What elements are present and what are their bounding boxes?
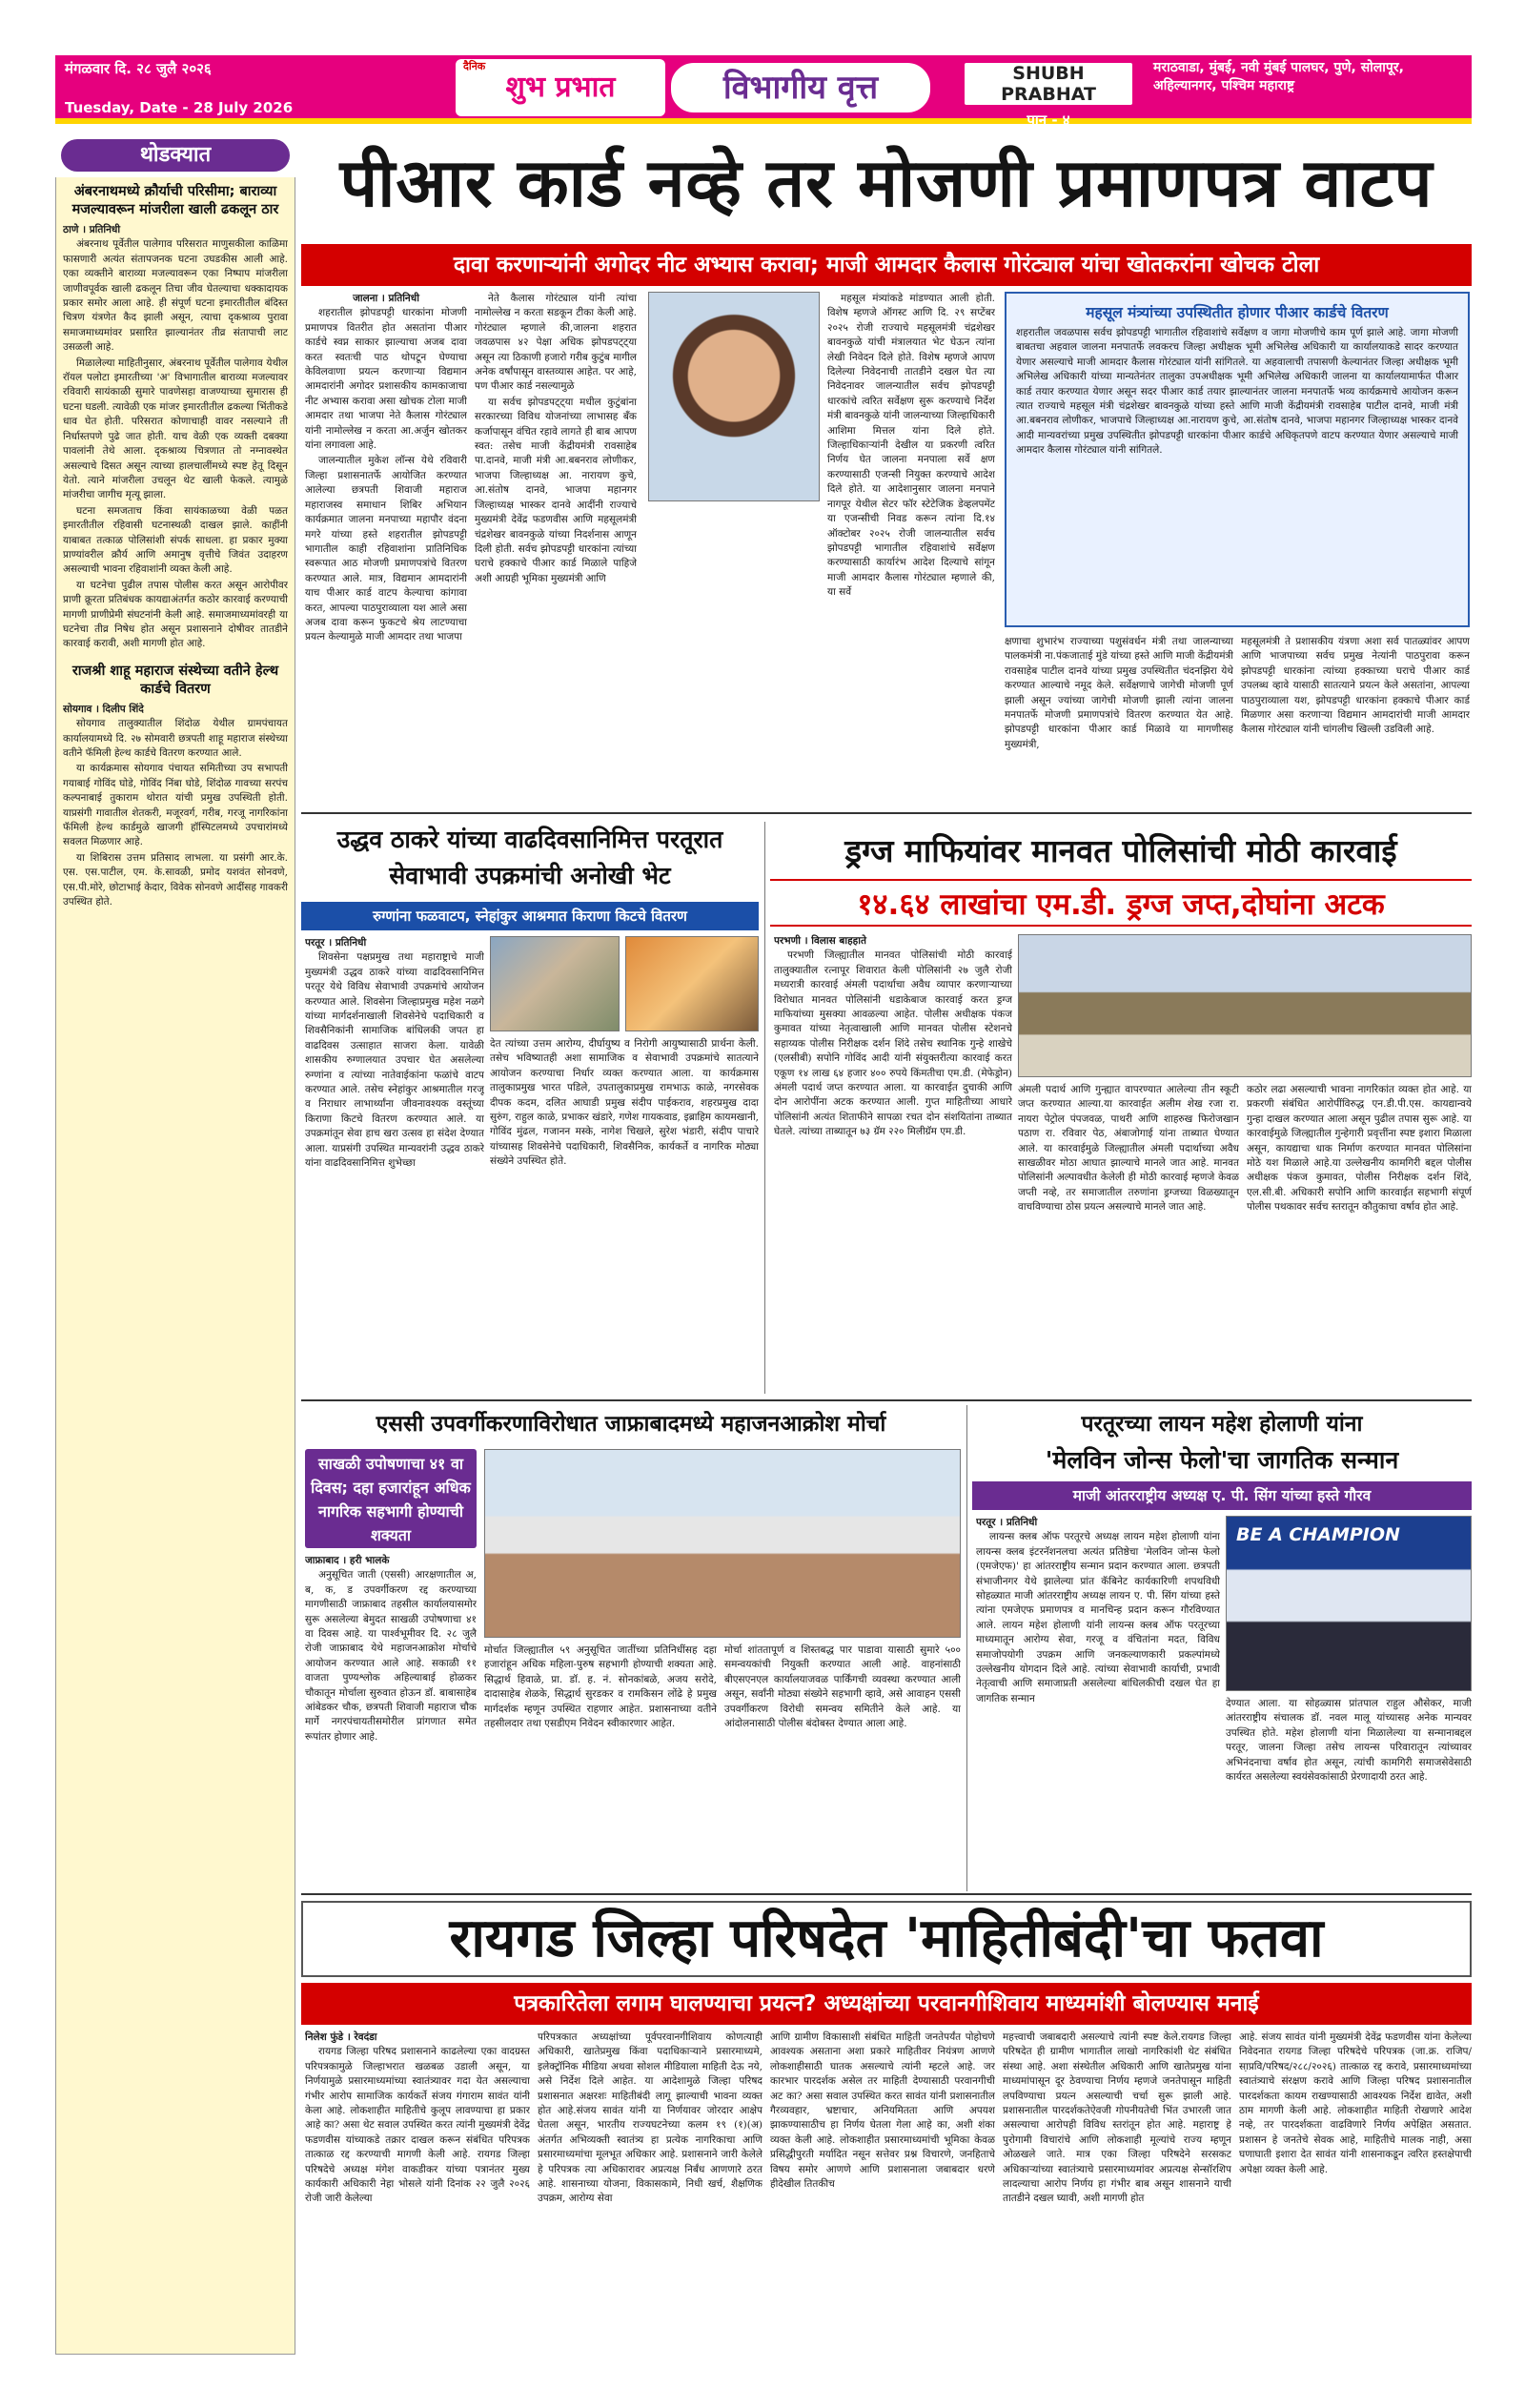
logo-prefix: दैनिक: [463, 60, 486, 72]
sc-col-3: मोर्चा शांततापूर्ण व शिस्तबद्ध पार पाडावा यासाठी सुमारे ५०० समन्वयकांची नियुक्ती करण्यात आली आहे. वाहनांसाठी बीएसएनएल कार्यालयाजवळ पार्किंगची व्यवस्था करण्यात आली असून, सर्वांनी मोठ्या संख्येने सहभागी व्हावे, असे आवाहन एससी उपवर्गीकरण विरोधी समन्वय समितीने केले आहे. या आंदोलनासाठी पोलीस बंदोबस्त देण्यात आला आहे.: [724, 1644, 961, 1730]
event-photo-1: [490, 936, 620, 1031]
lion-col-2: देण्यात आला. या सोहळ्यास प्रांतपाल राहुल औसेकर, माजी आंतरराष्ट्रीय संचालक डॉ. नवल मालू यांच्यासह अनेक मान्यवर उपस्थित होते. महेश होलाणी यांना मिळालेल्या या सन्मानाबद्दल परतूर, जालना जिल्हा तसेच लायन्स परिवारातून त्यांच्यावर अभिनंदनाचा वर्षाव होत असून, त्यांची कामगिरी समाजसेवेसाठी कार्यरत असलेल्या स्वयंसेवकांसाठी प्रेरणादायी ठरत आहे.: [1226, 1698, 1472, 1784]
raigad-col-1: [305, 2030, 530, 2355]
raigad-col-3: आणि ग्रामीण विकासाशी संबंधित माहिती जनतेपर्यंत पोहोचणे आवश्यक असताना अशा प्रकारे माहितीवर नियंत्रण आणणे लोकशाहीसाठी घातक असल्याचे त्यांनी म्हटले आहे. जर कारभार पारदर्शक असेल तर माहिती देण्यासाठी परवानगीची अट का? असा सवाल उपस्थित करत सावंत यांनी प्रशासनातील गैरव्यवहार, भ्रष्टाचार, अनियमितता आणि अपयश झाकण्यासाठीच हा निर्णय घेतला गेला आहे का, अशी शंका व्यक्त केली आहे. लोकशाहीत प्रसारमाध्यमांची भूमिका केवळ प्रसिद्धीपुरती मर्यादित नसून सत्तेवर प्रश्न विचारणे, जनहिताचे विषय समोर आणणे आणि प्रशासनाला जबाबदार धरणे हीदेखील तितकीच: [770, 2031, 995, 2191]
paragraph: नेते कैलास गोरंट्याल यांनी त्यांचा नामोल्लेख न करता सडकून टीका केली आहे. गोरंट्याल म्हणाले की,जालना शहरात जवळपास ४२ पेक्षा अधिक झोपडपट्ट्या असून त्या ठिकाणी हजारो गरीब कुटुंब मागील अनेक वर्षांपासून वास्तव्यास आहेत. पर आहे, पण पीआर कार्ड नसल्यामुळे: [475, 293, 637, 393]
divider: [301, 1893, 1472, 1895]
newspaper-logo: [456, 59, 665, 116]
lion-headline-2: 'मेलविन जोन्स फेलो'चा जागतिक सन्मान: [1045, 1446, 1399, 1474]
info-box-body: शहरातील जवळपास सर्वच झोपडपट्टी भागातील रहिवाशांचे सर्वेक्षण व जागा मोजणीचे काम पूर्ण झाले आहे. जागा मोजणी बाबतचा अहवाल जालना मनपातर्फे लवकरच जिल्हा अधीक्षक भूमी अभिलेख अधिकारी या कार्यालयाकडे सादर करण्यात येणार असल्याचे माजी आमदार कैलास गोरंट्याल यांनी सांगितले. या अहवालाची तपासणी केल्यानंतर जिल्हा अधीक्षक भूमी अभिलेख अधिकारी यांच्या मान्यतेनंतर तालुका उपअधीक्षक भूमी अभिलेख अधिकारी जालना या कार्यालयामार्फत पीआर कार्ड तयार करण्यात येणार असून सदर पीआर कार्ड तयार झाल्यानंतर जालना मनपातर्फे भव्य कार्यक्रमाचे आयोजन करून त्यात राज्याचे महसूल मंत्री चंद्रशेखर बावनकुळे यांच्या हस्ते आणि माजी केंद्रीयमंत्री रावसाहेब पाटील दानवे, माजी मंत्री आ.बबनराव लोणीकर, भाजपाचे जिल्हाध्यक्ष आ.नारायण कुचे, आ.संतोष दानवे, भाजपा महानगर जिल्हाध्यक्ष भास्कर दानवे आदी मान्यवरांच्या प्रमुख उपस्थितीत झोपडपट्टी धारकांना पीआर कार्डचे अधिकृतपणे वाटप करण्यात येणार असल्याचे माजी आमदार कैलास गोरंट्याल यांनी सांगितले.: [1016, 327, 1458, 457]
lion-headline-1: परतूरच्या लायन महेश होलाणी यांना: [1081, 1412, 1363, 1437]
sidebar-story2-body: [63, 703, 288, 911]
lion-subheadline: माजी आंतरराष्ट्रीय अध्यक्ष ए. पी. सिंग यांच्या हस्ते गौरव: [972, 1481, 1472, 1510]
paragraph: घटना समजताच किंवा सायंकाळच्या वेळी पळत इमारतीतील रहिवासी घटनास्थळी दाखल झाले. काहींनी याबाबत तत्काळ पोलिसांशी संपर्क साधला. हा प्रकार मुक्या प्राण्यांवरील क्रौर्य आणि अमानुष वृत्तीचे जिवंत उदाहरण असल्याची भावना रहिवाशांनी व्यक्त केली आहे.: [63, 504, 288, 576]
drugs-col-2: अंमली पदार्थ आणि गुन्ह्यात वापरण्यात आलेल्या तीन स्कूटी जप्त करण्यात आल्या.या कारवाईत अलीम शेख रजा रा. नायरा पेट्रोल पंपजवळ, पाथरी आणि शाहरुख फिरोजखान पठाण रा. रविवार पेठ, अंबाजोगाई यांना ताब्यात घेण्यात आले. या कारवाईमुळे जिल्ह्यातील अंमली पदार्थाच्या अवैध साखळीवर मोठा आघात झाल्याचे मानले जात आहे. मानवत पोलिसांनी अल्पावधीत केलेली ही मोठी कारवाई म्हणजे केवळ जप्ती नव्हे, तर समाजातील तरुणांना ड्रग्जच्या विळख्यातून वाचविण्याचा ठोस प्रयत्न असल्याचे मानले जात आहे.: [1018, 1084, 1239, 1214]
paragraph: शिवसेना पक्षप्रमुख तथा महाराष्ट्राचे माजी मुख्यमंत्री उद्धव ठाकरे यांच्या वाढदिवसानिमित्त परतूर येथे विविध सेवाभावी उपक्रमांचे आयोजन करण्यात आले. शिवसेना जिल्हाप्रमुख महेश नळगे यांच्या मार्गदर्शनाखाली शिवसेनेचे पदाधिकारी व शिवसैनिकांनी सामाजिक बांधिलकी जपत हा वाढदिवस उत्साहात साजरा केला. यावेळी शासकीय रुग्णालयात उपचार घेत असलेल्या रुग्णांना व त्यांच्या नातेवाईकांना फळांचे वाटप करण्यात आले. तसेच स्नेहांकुर आश्रमातील गरजू व निराधार लाभार्थ्यांना जीवनावश्यक वस्तूंच्या किराणा किटचे वितरण करण्यात आले. या उपक्रमांतून सेवा हाच खरा उत्सव हा संदेश देण्यात आला. याप्रसंगी उपस्थित मान्यवरांनी उद्धव ठाकरे यांना वाढदिवसानिमित्त शुभेच्छा: [305, 951, 484, 1170]
protest-photo: [484, 1449, 961, 1638]
drugs-subheadline: १४.६४ लाखांचा एम.डी. ड्रग्ज जप्त,दोघांना अटक: [770, 879, 1472, 927]
paragraph: जालन्यातील मुकेश लॉन्स येथे रविवारी जिल्हा प्रशासनातर्फे आयोजित करण्यात आलेल्या छत्रपती शिवाजी महाराज महाराजस्व समाधान शिबिर अभियान कार्यक्रमात जालना मनपाच्या महापौर वंदना मगरे यांच्या हस्ते शहरातील झोपडपट्टी भागातील काही रहिवाशांना प्रातिनिधिक स्वरूपात आठ मोजणी प्रमाणपत्रांचे वितरण करण्यात आले. मात्र, विद्यमान आमदारांनी याच पीआर कार्ड वाटप केल्याचा कांगावा करत, आपल्या पाठपुराव्याला यश आले असा अजब दावा करून फुकटचे श्रेय लाटण्याचा प्रयत्न केल्यामुळे माजी आमदार तथा भाजपा: [305, 455, 467, 643]
info-box-title: महसूल मंत्र्यांच्या उपस्थितीत होणार पीआर कार्डचे वितरण: [1086, 304, 1389, 321]
raigad-col-5: आहे. संजय सावंत यांनी मुख्यमंत्री देवेंद्र फडणवीस यांना केलेल्या निवेदनात रायगड जिल्हा परिषदेचे परिपत्रक (जा.क्र. राजिप/सा़प्रवि/परिषद/२८८/२०२६) तात्काळ रद्द करावे, प्रसारमाध्यमांच्या स्वातंत्र्याचे संरक्षण करावे आणि जिल्हा परिषद प्रशासनातील पारदर्शकता कायम राखण्यासाठी आवश्यक निर्देश द्यावेत, अशी ठाम मागणी केली आहे. लोकशाहीत माहिती रोखणारे आदेश नव्हे, तर पारदर्शकता वाढविणारे निर्णय अपेक्षित असतात. प्रशासन हे जनतेचे सेवक आहे, माहितीचे मालक नाही, असा घणाघाती इशारा देत सावंत यांनी शासनाकडून त्वरित हस्तक्षेपाची अपेक्षा व्यक्त केली आहे.: [1239, 2031, 1472, 2175]
paragraph: या कार्यक्रमास सोयगाव पंचायत समितीच्या उप सभापती गयाबाई गोविंद घोडे, गोविंद निंबा घोडे, शिंदोळ गावच्या सरपंच कल्पनाबाई तुकाराम थोरात यांची प्रमुख उपस्थिती होती. याप्रसंगी गावातील शेतकरी, मजूरवर्ग, गरीब, गरजू नागरिकांना फॅमिली हेल्थ कार्डमुळे खाजगी हॉस्पिटलमध्ये उपचारांमध्ये सवलत मिळणार आहे.: [63, 763, 288, 848]
main-col-3a: [644, 505, 820, 806]
uddhav-col-1: [305, 936, 484, 1394]
sidebar-content: [63, 183, 288, 2347]
uddhav-byline: परतूर । प्रतिनिधी: [305, 937, 367, 949]
portrait-photo: [648, 292, 820, 501]
sidebar-story2-byline: सोयगाव । दिलीप शिंदे: [63, 703, 144, 715]
sc-callout: साखळी उपोषणाचा ४१ वा दिवस; दहा हजारांहून अधिक नागरिक सहभागी होण्याची शक्यता: [305, 1449, 477, 1548]
paragraph: या सर्वच झोपडपट्ट्या मधील कुटुंबांना सरकारच्या विविध योजनांच्या लाभासह बँक कर्जापासून वंचित रहावे लागते ही बाब आपण स्वत: तसेच माजी केंद्रीयमंत्री रावसाहेब पा.दानवे, माजी मंत्री आ.बबनराव लोणीकर, भाजपा जिल्हाध्यक्ष आ. नारायण कुचे, आ.संतोष दानवे, भाजपा महानगर जिल्हाध्यक्ष भास्कर दानवे आदींनी राज्याचे मुख्यमंत्री देवेंद्र फडणवीस आणि महसूलमंत्री चंद्रशेखर बावनकुळे यांच्या निदर्शनास आणून दिली होती. सर्वच झोपडपट्टी धारकांना त्यांच्या घराचे हक्काचे पीआर कार्ड मिळाले पाहिजे अशी आग्रही भूमिका मुख्यमंत्री आणि: [475, 396, 637, 584]
regions: मराठवाडा, मुंबई, नवी मुंबई पालघर, पुणे, सोलापूर, अहिल्यानगर, पश्चिम महाराष्ट्र: [1153, 60, 1404, 93]
paragraph: या घटनेचा पुढील तपास पोलीस करत असून आरोपीवर प्राणी क्रूरता प्रतिबंधक कायद्याअंतर्गत कठोर कारवाई करण्याची मागणी प्राणीप्रेमी संघटनांनी केली आहे. समाजमाध्यमांवरही या घटनेचा तीव्र निषेध होत असून प्रशासनाने दोषीवर तातडीने कारवाई करावी, अशी मागणी होत आहे.: [63, 579, 288, 650]
raigad-col-2: परिपत्रकात अध्यक्षांच्या पूर्वपरवानगीशिवाय कोणत्याही अधिकारी, खातेप्रमुख किंवा पदाधिकाऱ्याने प्रसारमाध्यमे, इलेक्ट्रॉनिक मीडिया अथवा सोशल मीडियाला माहिती देऊ नये, असे निर्देश दिले आहेत. या आदेशामुळे जिल्हा परिषद प्रशासनात अक्षरशः माहितीबंदी लागू झाल्याची भावना व्यक्त होत आहे.संजय सावंत यांनी या निर्णयावर जोरदार आक्षेप घेतला असून, भारतीय राज्यघटनेच्या कलम १९ (१)(अ) अंतर्गत अभिव्यक्ती स्वातंत्र्य हा प्रत्येक नागरिकाचा आणि प्रसारमाध्यमांचा मूलभूत अधिकार आहे. प्रशासनाने जारी केलेले हे परिपत्रक त्या अधिकारावर अप्रत्यक्ष निर्बंध आणणारे ठरत आहे. शासनाच्या योजना, विकासकामे, निधी खर्च, शैक्षणिक उपक्रम, आरोग्य सेवा: [538, 2031, 762, 2205]
divider: [966, 1405, 967, 1891]
raigad-col-4: महत्त्वाची जबाबदारी असल्याचे त्यांनी स्पष्ट केले.रायगड जिल्हा परिषदेत ही ग्रामीण भागातील लाखो नागरिकांशी थेट संबंधित संस्था आहे. अशा संस्थेतील अधिकारी आणि खातेप्रमुख यांना माध्यमांपासून दूर ठेवण्याचा निर्णय म्हणजे जनतेपासून माहिती लपविण्याचा प्रयत्न असल्याची चर्चा सुरू झाली आहे. प्रशासनातील पारदर्शकतेऐवजी गोपनीयतेची भिंत उभारली जात असल्याचा आरोपही विविध स्तरांतून होत आहे. महाराष्ट्र हे पुरोगामी विचारांचे आणि लोकशाही मूल्यांचे राज्य म्हणून ओळखले जाते. मात्र एका जिल्हा परिषदेने सरसकट अधिकाऱ्यांच्या स्वातंत्र्याचे प्रसारमाध्यमांवर अप्रत्यक्ष सेन्सॉरशिप लादल्याचा आरोप निर्णय हा गंभीर बाब असून शासनाने याची तातडीने दखल घ्यावी, अशी मागणी होत: [1003, 2031, 1231, 2205]
logo-text: शुभ प्रभात: [505, 71, 616, 104]
sidebar-tag-label: थोडक्यात: [61, 139, 290, 172]
raigad-headline: रायगड जिल्हा परिषदेत 'माहितीबंदी'चा फतवा: [301, 1901, 1472, 1977]
uddhav-col-2: देत त्यांच्या उत्तम आरोग्य, दीर्घायुष्य व निरोगी आयुष्यासाठी प्रार्थना केली. तसेच भविष्यातही अशा सामाजिक व सेवाभावी उपक्रमांचे सातत्याने आयोजन करण्याचा निर्धार व्यक्त करण्यात आला. या कार्यक्रमास तालुकाप्रमुख भारत पडिले, उपतालुकाप्रमुख रामभाऊ काळे, नगरसेवक दीपक कदम, दलित आघाडी प्रमुख संदीप पाईकराव, शहरप्रमुख दादा सुरुंग, राहुल काळे, प्रभाकर खंडारे, गणेश गायकवाड, इब्राहिम कायमखानी, गोविंद मुंढल, गजानन मस्के, नागेश चिखले, सुरेश भंडारी, संदीप पाचारे यांच्यासह शिवसेनेचे पदाधिकारी, शिवसैनिक, कार्यकर्ते व नागरिक मोठ्या संख्येने उपस्थित होते.: [490, 1038, 759, 1168]
paper-name-english: SHUBH PRABHAT: [965, 63, 1132, 105]
divider: [301, 812, 1472, 814]
police-team-photo: [1018, 934, 1472, 1077]
masthead-dates: [65, 59, 446, 120]
lion-col-1: [976, 1516, 1220, 1888]
main-headline: पीआर कार्ड नव्हे तर मोजणी प्रमाणपत्र वाटप: [339, 144, 1434, 222]
main-cont-col-1: क्षणाचा शुभारंभ राज्याच्या पशुसंवर्धन मंत्री तथा जालन्याच्या पालकमंत्री ना.पंकजाताई मुंडे यांच्या हस्ते आणि माजी केंद्रीयमंत्री रावसाहेब पाटील दानवे यांच्या प्रमुख उपस्थितीत चंदनझिरा येथे करण्यात आल्याचे नमूद केले. सर्वेक्षणाचे जागेची मोजणी पूर्ण झाली असून ज्यांच्या जागेची मोजणी झाली त्यांना जालना मनपातर्फे मोजणी प्रमाणपत्रांचे वितरण करण्यात येत आहे. झोपडपट्टी धारकांना पीआर कार्ड मिळावे या मागणीसह मुख्यमंत्री,: [1005, 636, 1233, 750]
paragraph: परभणी जिल्ह्यातील मानवत पोलिसांची मोठी कारवाई तालुक्यातील रत्नापूर शिवारात केली पोलिसांनी २७ जुलै रोजी मध्यरात्री कारवाई अंमली पदार्थाचा अवैध व्यापार करणाऱ्याच्या विरोधात मानवत पोलिसांनी धडाकेबाज कारवाई करत ड्रग्ज माफियांच्या मुसक्या आवळल्या आहेत. पोलीस अधीक्षक पंकज कुमावत यांच्या नेतृत्वाखाली आणि मानवत पोलीस स्टेशनचे सहाय्यक पोलीस निरीक्षक दर्शन शिंदे तसेच स्थानिक गुन्हे शाखेचे (एलसीबी) सपोनि गोविंद आदी यांनी संयुक्तरीत्या कारवाई करत एकूण १४ लाख ६४ हजार ४०० रुपये किंमतीचा एम.डी. (मेफेड्रोन) अंमली पदार्थ जप्त करण्यात आला. या कारवाईत दुचाकी आणि दोन आरोपींना अटक करण्यात आली. गुप्त माहितीच्या आधारे पोलिसांनी अत्यंत शिताफीने सापळा रचत दोन संशयितांना ताब्यात घेतले. त्यांच्या ताब्यातून ७३ ग्रॅम २२० मिलीग्रॅम एम.डी.: [774, 949, 1012, 1138]
main-col-3: [827, 292, 995, 806]
lion-byline: परतूर । प्रतिनिधी: [976, 1517, 1038, 1528]
main-col-2: [475, 292, 637, 806]
main-cont-col-2: महसूलमंत्री ते प्रशासकीय यंत्रणा अशा सर्व पातळ्यांवर आपण आणि भाजपाच्या सर्वच प्रमुख नेत्यांनी पाठपुरावा करून झोपडपट्टी धारकांना त्यांच्या हक्काच्या घराचे पीआर कार्ड उपलब्ध व्हावे यासाठी सातत्याने प्रयत्न केले असतांना, आपल्या पाठपुराव्याला यश, झोपडपट्टी धारकांना हक्काचे पीआर कार्ड मिळणार असा करणाऱ्या विद्यमान आमदारांची माजी आमदार कैलास गोरंट्याल यांनी चांगलीच खिल्ली उडविली आहे.: [1241, 636, 1470, 736]
paper-name-block: [953, 59, 1144, 129]
divider: [764, 822, 765, 1394]
sc-col-1: [305, 1554, 477, 1888]
paragraph: अनुसूचित जाती (एससी) आरक्षणातील अ, ब, क, ड उपवर्गीकरण रद्द करण्याच्या मागणीसाठी जाफ्राबाद तहसील कार्यालयासमोर सुरू असलेल्या बेमुदत साखळी उपोषणाचा ४१ वा दिवस आहे. या पार्श्वभूमीवर दि. २८ जुलै रोजी जाफ्राबाद येथे महाजनआक्रोश मोर्चाचे आयोजन करण्यात आले आहे. सकाळी ११ वाजता पुण्यश्लोक अहिल्याबाई होळकर चौकातून मोर्चाला सुरुवात होऊन डॉ. बाबासाहेब आंबेडकर चौक, छत्रपती शिवाजी महाराज चौक मार्गे नगरपंचायतीसमोरील प्रांगणात समेत रूपांतर होणार आहे.: [305, 1569, 477, 1743]
sidebar-story2-headline: राजश्री शाहू महाराज संस्थेच्या वतीने हेल्थ कार्डचे वितरण: [71, 663, 279, 697]
drugs-headline: ड्रग्ज माफियांवर मानवत पोलिसांची मोठी कारवाई: [844, 832, 1397, 869]
drugs-col-1: [774, 934, 1012, 1394]
sc-byline: जाफ्राबाद । हरी भालके: [305, 1555, 390, 1566]
divider: [301, 1399, 1472, 1401]
raigad-byline: निलेश फुंडे । रेवदंडा: [305, 2031, 377, 2043]
main-byline: जालना । प्रतिनिधी: [353, 293, 419, 304]
sidebar-tag: [55, 133, 295, 177]
sidebar-story1-body: [63, 223, 288, 653]
date-marathi: मंगळवार दि. २८ जुलै २०२६: [65, 60, 212, 77]
paragraph: महसूल मंत्र्यांकडे मांडण्यात आली होती. विशेष म्हणजे ऑगस्ट आणि दि. २९ सप्टेंबर २०२५ रोजी राज्याचे महसूलमंत्री चंद्रशेखर बावनकुळे यांची मंत्रालयात भेट घेऊन त्यांना लेखी निवेदन दिले होते. विशेष म्हणजे आपण दिलेल्या निवेदनाची तातडीने दखल घेत त्या निवेदनावर जालन्यातील सर्वच झोपडपट्टी धारकांचे त्वरित सर्वेक्षण सुरू करण्याचे निर्देश मंत्री बावनकुळे यांनी जालन्याच्या जिल्हाधिकारी आशिमा मित्तल यांना दिले होते. जिल्हाधिकाऱ्यांनी देखील या प्रकरणी त्वरित निर्णय घेत जालना मनपाला सर्वे क्षण करण्यासाठी एजन्सी नियुक्त करण्याचे आदेश दिले होते. या आदेशानुसार जालना मनपाने नागपूर येथील सेटर फॉर स्टेटेजिक डेव्हलपमेंट या एजन्सीची निवड करून त्यांना दि.१४ ऑक्टोबर २०२५ रोजी जालन्यातील सर्वच झोपडपट्टी भागातील रहिवाशांचे सर्वेक्षण करण्यासाठी कार्यारंभ आदेश दिल्याचे सांगून माजी आमदार कैलास गोरंट्याल म्हणाले की, या सर्वे: [827, 293, 995, 599]
paragraph: मिळालेल्या माहितीनुसार, अंबरनाथ पूर्वेतील पालेगाव येथील रॉयल पलोटा इमारतीच्या 'अ' विभागातील बाराव्या मजल्यावर रविवारी सायंकाळी सुमारे पावणेसहा वाजण्याच्या सुमारास ही घटना घडली. त्यावेळी एक मांजर इमारतीतील ढकल्या भिंतीकडे धाव घेत होती. परिसरात कोणाचाही वावर नसल्याने ती निर्धास्तपणे पुढे जात होती. याच वेळी एक व्यक्ती दबक्या पावलांनी तेथे आला. दृकश्राव्य चित्रणात तो नग्नावस्थेत असल्याचे दिसत असून त्याच्या हालचालींमध्ये स्पष्ट हेतू दिसून येतो. त्याने मांजरीला उचलून थेट खाली फेकले. त्यामुळे मांजरीचा जागीच मृत्यू झाला.: [63, 357, 288, 501]
date-english: Tuesday, Date - 28 July 2026: [65, 99, 294, 116]
sc-headline: एससी उपवर्गीकरणाविरोधात जाफ्राबादमध्ये महाजनआक्रोश मोर्चा: [376, 1412, 886, 1437]
paragraph: लायन्स क्लब ऑफ परतूरचे अध्यक्ष लायन महेश होलाणी यांना लायन्स क्लब इंटरनॅशनलचा अत्यंत प्रतिष्ठेचा 'मेलविन जोन्स फेलो (एमजेएफ)' हा आंतरराष्ट्रीय सन्मान प्रदान करण्यात आला. छत्रपती संभाजीनगर येथे झालेल्या प्रांत कॅबिनेट कार्यकारिणी शपथविधी सोहळ्यात माजी आंतरराष्ट्रीय अध्यक्ष लायन ए. पी. सिंग यांच्या हस्ते त्यांना एमजेएफ प्रमाणपत्र व मानचिन्ह प्रदान करून गौरविण्यात आले. लायन महेश होलाणी यांनी लायन्स क्लब ऑफ परतूरच्या माध्यमातून आरोग्य सेवा, गरजू व वंचितांना मदत, विविध समाजोपयोगी उपक्रम आणि जनकल्याणकारी प्रकल्पांमध्ये उल्लेखनीय योगदान दिले आहे. त्यांच्या सेवाभावी कार्याची, प्रभावी नेतृत्वाची आणि समाजाप्रती असलेल्या बांधिलकीची दखल घेत हा जागतिक सन्मान: [976, 1531, 1220, 1704]
sidebar-story1-headline: अंबरनाथमध्ये क्रौर्याची परिसीमा; बाराव्या मजल्यावरून मांजरीला खाली ढकलून ठार: [71, 184, 279, 217]
paragraph: शहरातील झोपडपट्टी धारकांना मोजणी प्रमाणपत्र वितरीत होत असतांना पीआर कार्डचे स्वप्न साकार झाल्याचा अजब दावा करत स्वतःची पाठ थोपटून घेण्याचा केविलवाणा प्रयत्न करणाऱ्या विद्यमान आमदारांनी अगोदर प्रशासकीय कामकाजाचा नीट अभ्यास करावा असा खोचक टोला माजी आमदार तथा भाजपा नेते कैलास गोरंट्याल यांनी नामोल्लेख न करता आ.अर्जुन खोतकर यांना लगावला आहे.: [305, 307, 467, 452]
paragraph: या शिबिरास उत्तम प्रतिसाद लाभला. या प्रसंगी आर.के. एस. एस.पाटील, एम. के.सावळी, प्रमोद यशवंत सोनवणे, एस.पी.मोरे, छोटाभाई केदार, विवेक सोनवणे आदींसह गावकरी उपस्थित होते.: [63, 851, 288, 908]
photo-banner-text: BE A CHAMPION: [1236, 1524, 1400, 1545]
drugs-byline: परभणी । विलास बाहहाते: [774, 935, 866, 947]
main-subheadline: दावा करणाऱ्यांनी अगोदर नीट अभ्यास करावा; माजी आमदार कैलास गोरंट्याल यांचा खोतकरांना खोचक टोला: [301, 244, 1472, 286]
main-col-1: [305, 292, 467, 806]
info-box: [1005, 292, 1470, 627]
raigad-subheadline: पत्रकारितेला लगाम घालण्याचा प्रयत्न? अध्यक्षांच्या परवानगीशिवाय माध्यमांशी बोलण्यास मनाई: [301, 1983, 1472, 2025]
paragraph: रायगड जिल्हा परिषद प्रशासनाने काढलेल्या एका वादग्रस्त परिपत्रकामुळे जिल्हाभरात खळबळ उडाली असून, या निर्णयामुळे प्रसारमाध्यमांच्या स्वातंत्र्यावर गदा येत असल्याचा गंभीर आरोप सामाजिक कार्यकर्ते संजय गंगाराम सावंत यांनी केला आहे. लोकशाहीत माहितीचे कुलूप लावण्याचा हा प्रकार आहे का? असा थेट सवाल उपस्थित करत त्यांनी मुख्यमंत्री देवेंद्र फडणवीस यांच्याकडे तक्रार दाखल करून संबंधित परिपत्रक तात्काळ रद्द करण्याची मागणी केली आहे. रायगड जिल्हा परिषदेचे अध्यक्ष मंगेश वाकडीकर यांच्या पत्रानंतर मुख्य कार्यकारी अधिकारी नेहा भोसले यांनी दिनांक २२ जुलै २०२६ रोजी जारी केलेल्या: [305, 2046, 530, 2205]
uddhav-subheadline: रुग्णांना फळवाटप, स्नेहांकुर आश्रमात किराणा किटचे वितरण: [301, 902, 759, 930]
sc-col-2: मोर्चात जिल्ह्यातील ५९ अनुसूचित जातींच्या प्रतिनिधींसह दहा हजारांहून अधिक महिला-पुरुष सहभागी होण्याची शक्यता आहे. सिद्धार्थ हिवाळे, प्रा. डॉ. ह. नं. सोनकांबळे, अजय सरोदे, दादासाहेब शेळके, सिद्धार्थ सुरडकर व रामकिसन लोंढे हे प्रमुख मार्गदर्शक म्हणून उपस्थित राहणार आहेत. प्रशासनाच्या वतीने तहसीलदार तथा एसडीएम निवेदन स्वीकारणार आहेत.: [484, 1644, 717, 1730]
section-title: विभागीय वृत्त: [667, 59, 934, 116]
uddhav-headline: उद्धव ठाकरे यांच्या वाढदिवसानिमित्त परतूरात सेवाभावी उपक्रमांची अनोखी भेट: [336, 826, 723, 889]
page-number: पान - ४: [1027, 112, 1070, 129]
award-photo: [1226, 1516, 1472, 1691]
paragraph: अंबरनाथ पूर्वेतील पालेगाव परिसरात माणुसकीला काळिमा फासणारी अत्यंत संतापजनक घटना उघडकीस आली आहे. एका व्यक्तीने बाराव्या मजल्यावरून एका निष्पाप मांजरीला जाणीवपूर्वक खाली ढकलून तिचा जीव घेतल्याचा धक्कादायक प्रकार समोर आला आहे. ही संपूर्ण घटना इमारतीतील बंदिस्त चित्रण यंत्रणेत कैद झाली असून, त्याचा दृकश्राव्य पुरावा समाजमाध्यमांवर प्रसारित झाल्यानंतर तीव्र संतापाची लाट उसळली आहे.: [63, 238, 288, 354]
paragraph: सोयगाव तालुक्यातील शिंदोळ येथील ग्रामपंचायत कार्यालयामध्ये दि. २७ सोमवारी छत्रपती शाहू महाराज संस्थेच्या वतीने फॅमिली हेल्थ कार्डचे वितरण करण्यात आले.: [63, 718, 288, 759]
drugs-col-3: कठोर लढा असल्याची भावना नागरिकांत व्यक्त होत आहे. या प्रकरणी संबंधित आरोपींविरुद्ध एन.डी.पी.एस. कायद्यान्वये गुन्हा दाखल करण्यात आला असून पुढील तपास सुरू आहे. या कारवाईमुळे जिल्ह्यातील गुन्हेगारी प्रवृत्तींना स्पष्ट इशारा मिळाला असून, कायद्याचा धाक निर्माण करण्यात मानवत पोलिसांना मोठे यश मिळाले आहे.या उल्लेखनीय कामगिरी बद्दल पोलीस अधीक्षक पंकज कुमावत, पोलीस निरीक्षक दर्शन शिंदे, एल.सी.बी. अधिकारी सपोनि आणि कारवाईत सहभागी संपूर्ण पोलीस पथकावर सर्वच स्तरातून कौतुकाचा वर्षाव होत आहे.: [1247, 1084, 1472, 1214]
event-photo-2: [625, 936, 759, 1031]
sidebar-story1-byline: ठाणे । प्रतिनिधी: [63, 224, 121, 235]
